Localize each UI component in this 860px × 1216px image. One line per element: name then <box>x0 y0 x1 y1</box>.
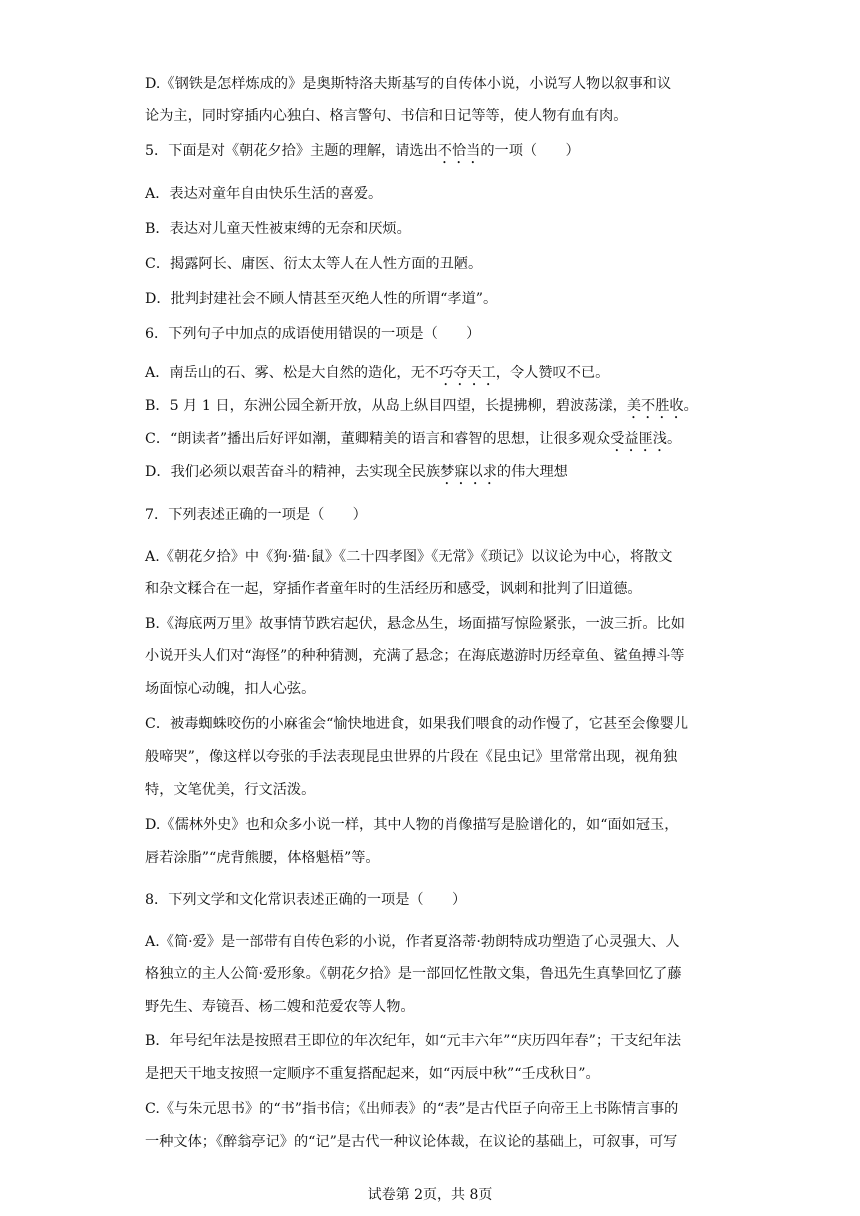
question-stem: 8．下列文学和文化常识表述正确的一项是（ ） <box>145 892 467 908</box>
text-line: 和杂文糅合在一起，穿插作者童年时的生活经历和感受，讽刺和批判了旧道德。 <box>145 581 642 597</box>
question-stem: 6．下列句子中加点的成语使用错误的一项是（ ） <box>145 326 481 342</box>
option-line: C.《与朱元思书》的“书”指书信；《出师表》的“表”是古代臣子向帝王上书陈情言事的 <box>145 1101 679 1117</box>
option-line: D．我们必须以艰苦奋斗的精神，去实现全民族梦寐以求的伟大理想 <box>145 464 568 480</box>
text-line: 野先生、寿镜吾、杨二嫂和范爱农等人物。 <box>145 999 415 1015</box>
text-line: 般啼哭”，像这样以夸张的手法表现昆虫世界的片段在《昆虫记》里常常出现，视角独 <box>145 749 678 765</box>
emphasized-phrase: 受益匪浅 <box>610 431 667 447</box>
emphasized-phrase: 美不胜收 <box>626 398 684 414</box>
question-stem: 7．下列表述正确的一项是（ ） <box>145 507 367 523</box>
text-line: 论为主，同时穿插内心独白、格言警句、书信和日记等等，使人物有血有肉。 <box>145 108 628 124</box>
option-line: B．5 月 1 日，东洲公园全新开放，从岛上纵目四望，长提拂柳，碧波荡漾，美不胜收。 <box>145 398 698 414</box>
option-line: A．表达对童年自由快乐生活的喜爱。 <box>145 186 383 202</box>
emphasized-phrase: 梦寐以求 <box>440 464 497 480</box>
option-line: C．揭露阿长、庸医、衍太太等人在人性方面的丑陋。 <box>145 256 483 272</box>
option-line: B．年号纪年法是按照君王即位的年次纪年，如“元丰六年”“庆历四年春”；干支纪年法 <box>145 1033 682 1049</box>
option-line: B.《海底两万里》故事情节跌宕起伏，悬念丛生，场面描写惊险紧张，一波三折。比如 <box>145 616 685 632</box>
text-line: 小说开头人们对“海怪”的种种猜测，充满了悬念；在海底遨游时历经章鱼、鲨鱼搏斗等 <box>145 648 685 664</box>
option-line: C．“朗读者”播出后好评如潮，董卿精美的语言和睿智的思想，让很多观众受益匪浅。 <box>145 431 682 447</box>
option-line: B．表达对儿童天性被束缚的无奈和厌烦。 <box>145 221 411 237</box>
option-line: A．南岳山的石、雾、松是大自然的造化，无不巧夺天工，令人赞叹不已。 <box>145 365 610 381</box>
question-stem: 5．下面是对《朝花夕拾》主题的理解，请选出不恰当的一项（ ） <box>145 143 580 159</box>
emphasized-phrase: 巧夺天工 <box>439 365 496 381</box>
text-line: 特，文笔优美，行文活泼。 <box>145 782 316 798</box>
text-line: 格独立的主人公简·爱形象。《朝花夕拾》是一部回忆性散文集，鲁迅先生真挚回忆了藤 <box>145 966 682 982</box>
emphasized-phrase: 不恰当 <box>437 143 481 159</box>
text-line: 一种文体；《醉翁亭记》的“记”是古代一种议论体裁，在议论的基础上，可叙事，可写 <box>145 1134 678 1150</box>
text-line: 唇若涂脂”“虎背熊腰，体格魁梧”等。 <box>145 850 380 866</box>
page-footer: 试卷第 2页，共 8页 <box>367 1187 493 1203</box>
text-line: 场面惊心动魄，扣人心弦。 <box>145 681 316 697</box>
option-line: A.《朝花夕拾》中《狗·猫·鼠》《二十四孝图》《无常》《琐记》以议论为中心，将散文 <box>145 549 673 565</box>
option-line: D.《儒林外史》也和众多小说一样，其中人物的肖像描写是脸谱化的，如“面如冠玉， <box>145 817 679 833</box>
option-line: D．批判封建社会不顾人情甚至灭绝人性的所谓“孝道”。 <box>145 291 498 307</box>
option-line: C．被毒蜘蛛咬伤的小麻雀会“愉快地进食，如果我们喂食的动作慢了，它甚至会像婴儿 <box>145 716 689 732</box>
option-line: A.《简·爱》是一部带有自传色彩的小说，作者夏洛蒂·勃朗特成功塑造了心灵强大、人 <box>145 934 680 950</box>
text-line: 是把天干地支按照一定顺序不重复搭配起来，如“丙辰中秋”“壬戌秋日”。 <box>145 1066 600 1082</box>
text-line: D.《钢铁是怎样炼成的》是奥斯特洛夫斯基写的自传体小说，小说写人物以叙事和议 <box>145 76 672 92</box>
